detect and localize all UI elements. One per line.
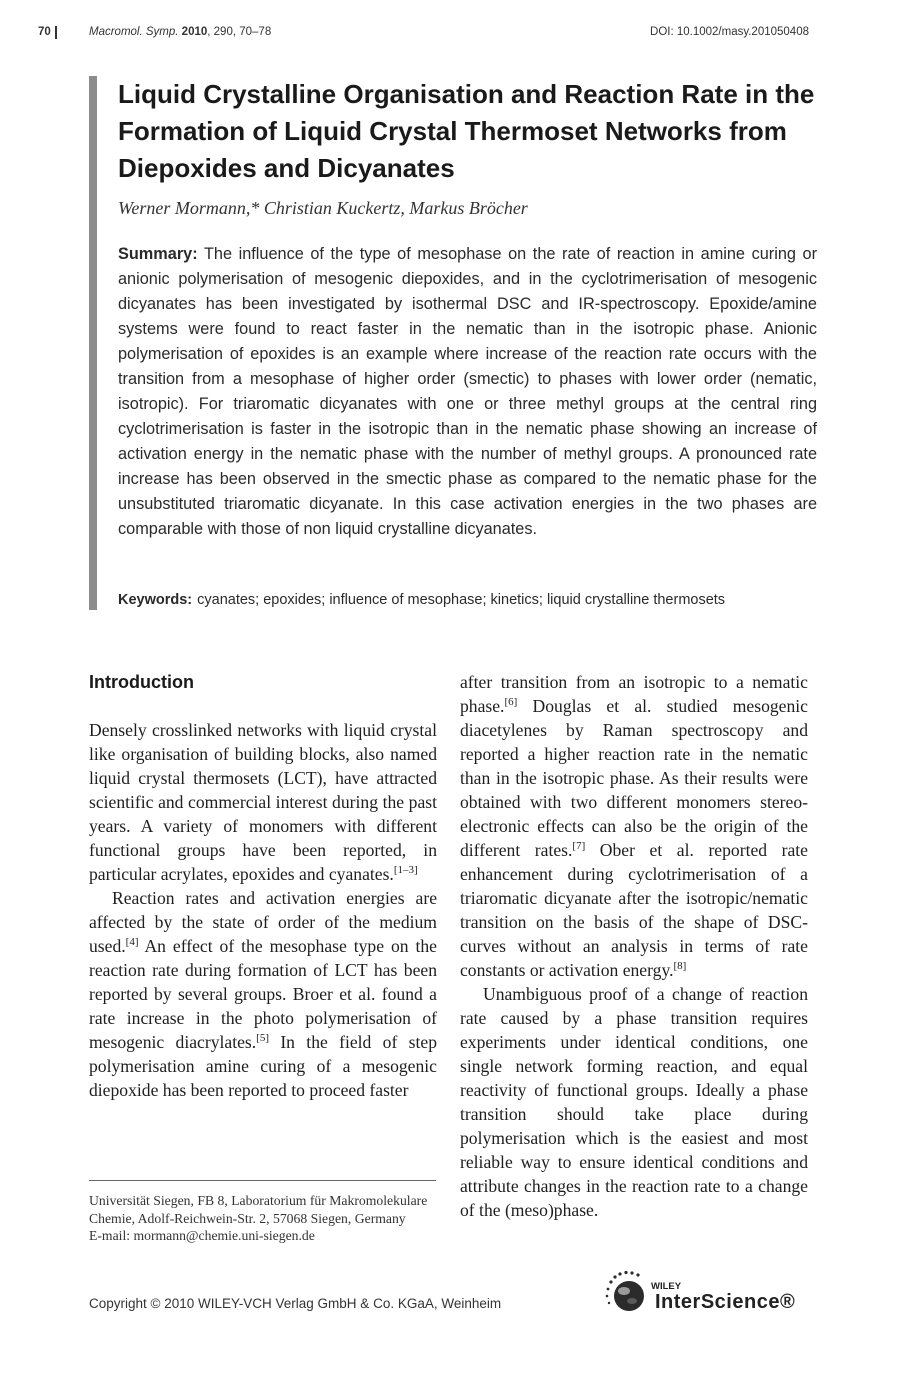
paragraph-text: An effect of the mesophase type on the reaction rate during formation of LCT has been reported by several groups. Broer et al. found a rate increase in the photo polymerisation of mesogenic diacrylates. bbox=[89, 936, 437, 1052]
paragraph bbox=[460, 670, 808, 982]
doi: DOI: 10.1002/masy.201050408 bbox=[650, 26, 809, 38]
journal-volume-pages: , 290, 70–78 bbox=[207, 26, 272, 38]
paragraph: Unambiguous proof of a change of reaction rate caused by a phase transition requires experiments under identical conditions, one single network forming reaction, and equal reactivity of functional groups. Ideally a phase transition should take place during polymerisation which is the easiest and most reliable way to ensure identical conditions and attribute changes in the reaction rate to a change of the (meso)phase. bbox=[460, 984, 808, 1220]
page-number: 70 bbox=[38, 26, 51, 38]
citation: [4] bbox=[125, 936, 139, 948]
right-column bbox=[460, 670, 808, 1222]
citation: [1–3] bbox=[393, 864, 418, 876]
interscience-globe-icon bbox=[603, 1268, 653, 1318]
paragraph-text: Douglas et al. studied mesogenic diacetylenes by Raman spectroscopy and reported a higher reaction rate in the nematic than in the isotropic phase. As their results were obtained with two different monomers stereo-electronic effects can also be the origin of the different rates. bbox=[460, 696, 808, 860]
article-title: Liquid Crystalline Organisation and Reaction Rate in the Formation of Liquid Crystal Thermoset Networks from Diepoxides and Dicyanates bbox=[118, 79, 815, 183]
paragraph-text: Densely crosslinked networks with liquid crystal like organisation of building blocks, also named liquid crystal thermosets (LCT), have attracted scientific and commercial interest during the past years. A variety of monomers with different functional groups have been reported, in particular acrylates, epoxides and cyanates. bbox=[89, 720, 437, 884]
logo-interscience-text: InterScience® bbox=[655, 1291, 796, 1313]
copyright-notice: Copyright © 2010 WILEY-VCH Verlag GmbH & Co. KGaA, Weinheim bbox=[89, 1296, 502, 1311]
keywords-text: cyanates; epoxides; influence of mesophase; kinetics; liquid crystalline thermosets bbox=[197, 592, 726, 608]
abstract bbox=[118, 242, 817, 542]
paragraph-text: after transition from an isotropic to a nematic phase. bbox=[460, 672, 808, 716]
email-address[interactable]: E-mail: mormann@chemie.uni-siegen.de bbox=[89, 1228, 315, 1243]
abstract-label: Summary: bbox=[118, 245, 198, 263]
running-head bbox=[0, 26, 905, 44]
section-heading: Introduction bbox=[89, 672, 194, 692]
journal-name: Macromol. Symp. bbox=[89, 26, 179, 38]
publisher-logo bbox=[603, 1268, 818, 1318]
journal-year: 2010 bbox=[181, 26, 208, 38]
abstract-text: The influence of the type of mesophase on the rate of reaction in amine curing or anionic polymerisation of mesogenic diepoxides, and in the cyclotrimerisation of mesogenic dicyanates has been investigated by isothermal DSC and IR-spectroscopy. Epoxide/amine systems were found to react faster in the nematic than in the isotropic phase. Anionic polymerisation of epoxides is an example where increase of the reaction rate occurs with the transition from a mesophase of higher order (smectic) to phases with lower order (nematic, isotropic). For triaromatic dicyanates with one or three methyl groups at the central ring cyclotrimerisation is faster in the isotropic than in the nematic phase showing an increase of activation energy in the nematic phase with the number of methyl groups. A pronounced rate increase has been observed in the smectic phase as compared to the nematic phase for the unsubstituted triaromatic dicyanate. In this case activation energies in the two phases are comparable with those of non liquid crystalline dicyanates. bbox=[118, 245, 818, 538]
page-number-divider bbox=[55, 26, 57, 39]
paragraph-text: Ober et al. reported rate enhancement during cyclotrimerisation of a triaromatic dicyanate after the isotropic/nematic transition on the basis of the shape of DSC-curves without an analysis in terms of rate constants or activation energy. bbox=[460, 840, 808, 980]
paragraph bbox=[89, 886, 437, 1102]
paragraph bbox=[89, 718, 437, 886]
keywords-label: Keywords: bbox=[118, 592, 193, 608]
left-column bbox=[89, 668, 437, 1102]
title-block bbox=[89, 76, 827, 610]
affiliation-footnote bbox=[89, 1192, 439, 1245]
author-list: Werner Mormann,* Christian Kuckertz, Markus Bröcher bbox=[118, 198, 528, 218]
citation: [6] bbox=[504, 696, 518, 708]
citation: [7] bbox=[572, 840, 586, 852]
footnote-rule bbox=[89, 1180, 436, 1181]
keywords bbox=[118, 592, 818, 608]
logo-wiley-text: WILEY bbox=[651, 1281, 682, 1292]
citation: [5] bbox=[256, 1032, 269, 1044]
paragraph-text: Reaction rates and activation energies are affected by the state of order of the medium used. bbox=[89, 888, 437, 956]
affiliation-text: Universität Siegen, FB 8, Laboratorium für Makromolekulare Chemie, Adolf-Reichwein-Str. 2, 57068 Siegen, Germany bbox=[89, 1193, 428, 1226]
paragraph-text: In the field of step polymerisation amine curing of a mesogenic diepoxide has been reported to proceed faster bbox=[89, 1032, 438, 1100]
journal-reference bbox=[89, 26, 271, 38]
citation: [8] bbox=[673, 960, 687, 972]
